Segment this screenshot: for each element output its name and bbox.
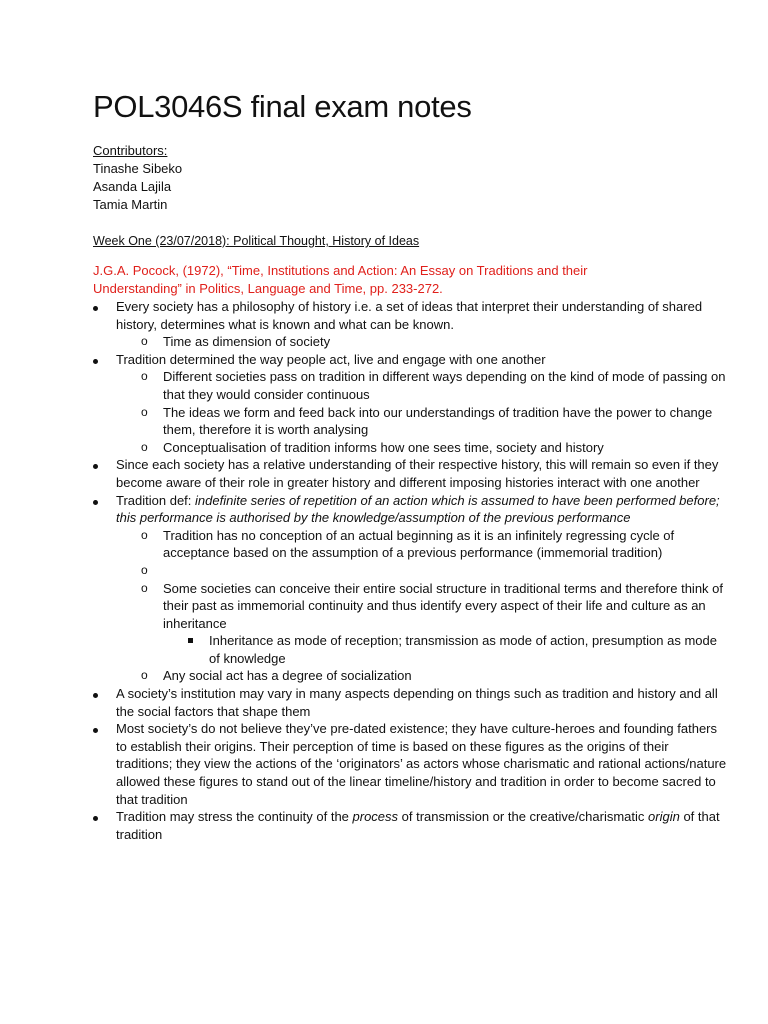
bullet-icon xyxy=(93,693,98,698)
list-item: Most society’s do not believe they’ve pre-dated existence; they have culture-heroes and founding fathers to establish their origins. Their perception of time is based on these figures as the origins of their traditions; they view the actions of the ‘originators’ as actors whose charismatic and rational actions/nature allowed these figures to stand out of the linear timeline/history and tradition in order to become sacred to that tradition xyxy=(93,720,728,808)
bullet-icon xyxy=(93,728,98,733)
list-item: o Time as dimension of society xyxy=(141,334,331,350)
bullet-icon xyxy=(93,816,98,821)
circle-bullet-icon: o xyxy=(141,668,148,683)
list-item: Every society has a philosophy of history i.e. a set of ideas that interpret their understanding of shared history, determines what is known and what can be known. xyxy=(93,298,728,333)
list-item: o Tradition has no conception of an actual beginning as it is an infinitely regressing cycle of acceptance based on the assumption of a previous performance (immemorial tradition) xyxy=(141,527,675,561)
circle-bullet-icon: o xyxy=(141,439,148,454)
circle-bullet-icon: o xyxy=(141,369,148,384)
list-item: o Different societies pass on tradition in different ways depending on the kind of mode of passing on that they would consider continuous xyxy=(141,369,726,402)
list-item xyxy=(93,492,728,527)
contributors-heading: Contributors: xyxy=(93,143,168,158)
list-item: Inheritance as mode of reception; transmission as mode of action, presumption as mode of knowledge xyxy=(93,632,728,667)
list-item: o The ideas we form and feed back into our understandings of tradition have the power to change them, therefore it is worth analysing xyxy=(141,404,713,438)
contributors-section xyxy=(93,142,728,214)
week-heading: Week One (23/07/2018): Political Thought, History of Ideas xyxy=(93,234,420,248)
list-item: Tradition may stress the continuity of the process of transmission or the creative/charismatic origin of that tradition xyxy=(93,808,728,843)
circle-bullet-icon: o xyxy=(141,580,148,595)
list-item: Tradition determined the way people act, live and engage with one another xyxy=(93,351,728,369)
contributor-name: Tinashe Sibeko xyxy=(93,161,183,176)
circle-bullet-icon: o xyxy=(141,334,148,349)
reference-citation: J.G.A. Pocock, (1972), “Time, Institutions and Action: An Essay on Traditions and their Understanding” in Politics, Language and Time, pp. 233-272. xyxy=(93,263,588,296)
circle-bullet-icon: o xyxy=(141,404,148,419)
contributor-name: Asanda Lajila xyxy=(93,179,172,194)
circle-bullet-icon: o xyxy=(141,562,148,577)
notes-list xyxy=(93,298,728,843)
list-item: Since each society has a relative understanding of their respective history, this will remain so even if they become aware of their role in greater history and different imposing histories interact with one another xyxy=(93,456,728,491)
bullet-icon xyxy=(93,464,98,469)
contributor-name: Tamia Martin xyxy=(93,197,168,212)
list-item: o Conceptualisation of tradition informs how one sees time, society and history xyxy=(141,439,604,455)
bullet-icon xyxy=(93,359,98,364)
bullet-icon xyxy=(93,500,98,505)
list-item: o Some societies can conceive their entire social structure in traditional terms and therefore think of their past as immemorial continuity and thus identify every aspect of their life and culture as an inheritance xyxy=(141,580,723,631)
definition-label: Tradition def: xyxy=(116,492,196,508)
document-title: POL3046S final exam notes xyxy=(93,89,472,124)
list-item-empty xyxy=(93,562,728,580)
circle-bullet-icon: o xyxy=(141,527,148,542)
bullet-icon xyxy=(93,306,98,311)
square-bullet-icon xyxy=(188,638,193,643)
list-item: A society’s institution may vary in many aspects depending on things such as tradition and history and all the social factors that shape them xyxy=(93,685,728,720)
list-item: o Any social act has a degree of socialization xyxy=(141,668,412,684)
definition-text: indefinite series of repetition of an action which is assumed to have been performed before; this performance is authorised by the knowledge/assumption of the previous performance xyxy=(116,492,720,526)
